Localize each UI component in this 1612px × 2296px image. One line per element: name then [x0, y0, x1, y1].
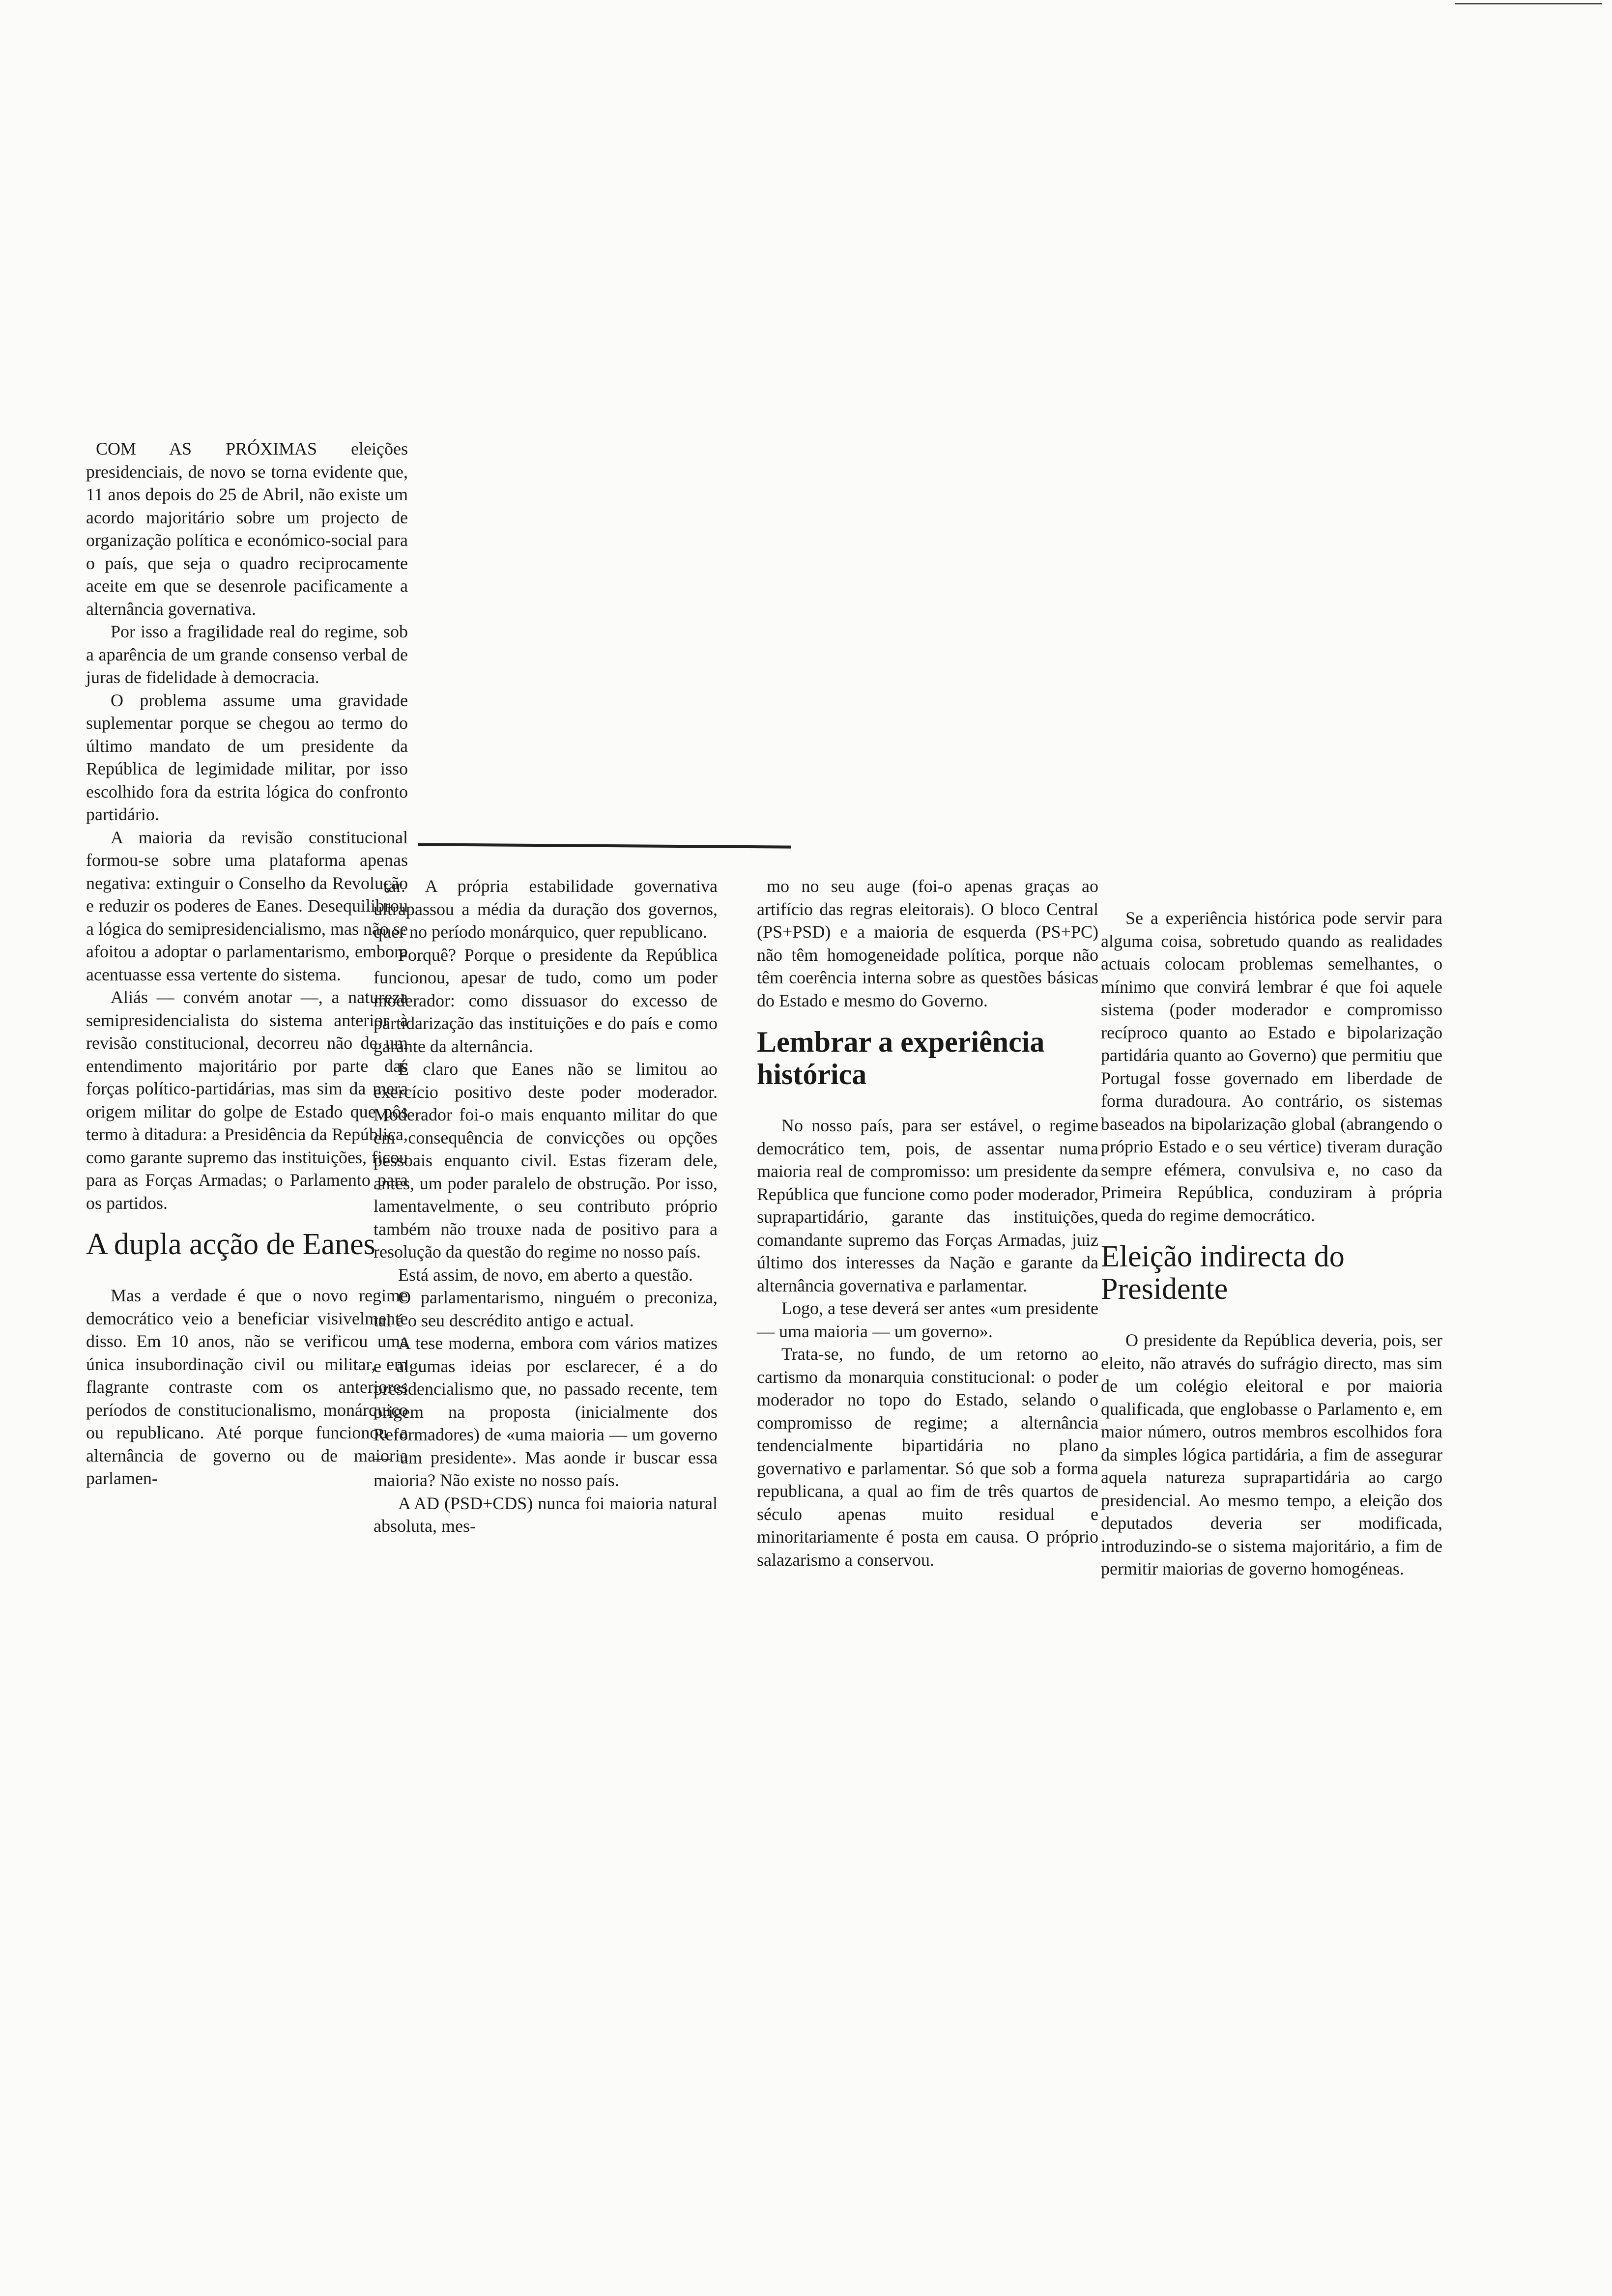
paragraph: A tese moderna, embora com vários matizes e algumas ideias por esclarecer, é a do presidencialismo que, no passado recente, tem origem na proposta (inicialmente dos Reformadores) de «uma maioria — um governo — um presidente». Mas aonde ir buscar essa maioria? Não existe no nosso país. — [374, 1333, 718, 1490]
paragraph: Logo, a tese deverá ser antes «um presidente — uma maioria — um governo». — [757, 1298, 1098, 1341]
paragraph: A maioria da revisão constitucional formou-se sobre uma plataforma apenas negativa: extinguir o Conselho da Revolução e reduzir os poderes de Eanes. Desequilibrou a lógica do semipresidencialismo, mas não se afoitou a adoptar o parlamentarismo, embora acentuasse essa vertente do sistema. — [86, 827, 408, 984]
article-column-4 — [1101, 907, 1442, 1580]
paragraph: tar. A própria estabilidade governativa ultrapassou a média da duração dos governos, quer no período monárquico, quer republicano. — [374, 876, 718, 942]
paragraph: COM AS PRÓXIMAS eleições presidenciais, de novo se torna evidente que, 11 anos depois do 25 de Abril, não existe um acordo majoritário sobre um projecto de organização política e económico-social para o país, que seja o quadro reciprocamente aceite em que se desenrole pacificamente a alternância governativa. — [86, 439, 408, 619]
paragraph: Por isso a fragilidade real do regime, sob a aparência de um grande consenso verbal de juras de fidelidade à democracia. — [86, 622, 408, 687]
paragraph: O presidente da República deveria, pois, ser eleito, não através do sufrágio directo, mas sim de um colégio eleitoral e por maioria qualificada, que englobasse o Parlamento e, em maior número, outros membros escolhidos fora da simples lógica partidária, a fim de assegurar aquela natureza suprapartidária ao cargo presidencial. Ao mesmo tempo, a eleição dos deputados deveria ser modificada, introduzindo-se o sistema majoritário, a fim de permitir maiorias de governo homogéneas. — [1101, 1330, 1442, 1578]
paragraph: Trata-se, no fundo, de um retorno ao cartismo da monarquia constitucional: o poder moderador no topo do Estado, selando o compromisso de regime; a alternância tendencialmente bipartidária no plano governativo e parlamentar. Só que sob a forma republicana, a qual ao fim de três quartos de século apenas muito residual e minoritariamente é posta em causa. O próprio salazarismo a conservou. — [757, 1344, 1098, 1570]
paragraph: mo no seu auge (foi-o apenas graças ao artifício das regras eleitorais). O bloco Central (PS+PSD) e a maioria de esquerda (PS+PC) não têm homogeneidade política, porque não têm coerência interna sobre as questões básicas do Estado e mesmo do Governo. — [757, 876, 1098, 1010]
column-divider-rule — [418, 843, 791, 848]
subheading: Eleição indirecta do Presidente — [1101, 1240, 1345, 1306]
subheading: A dupla acção de Eanes — [86, 1228, 375, 1261]
paragraph: O parlamentarismo, ninguém o preconiza, tal é o seu descrédito antigo e actual. — [374, 1288, 718, 1330]
paragraph: O problema assume uma gravidade suplementar porque se chegou ao termo do último mandato de um presidente da República de legimidade militar, por isso escolhido fora da estrita lógica do confronto partidário. — [86, 690, 408, 824]
paragraph: Aliás — convém anotar —, a natureza semipresidencialista do sistema anterior à revisão constitucional, decorreu não de um entendimento majoritário por parte das forças político-partidárias, mas sim da mera origem militar do golpe de Estado que pôs termo à ditadura: a Presidência da República, como garante supremo das instituições, ficou para as Forças Armadas; o Parlamento para os partidos. — [86, 987, 408, 1213]
paragraph: Se a experiência histórica pode servir para alguma coisa, sobretudo quando as realidades actuais colocam problemas semelhantes, o mínimo que convirá lembrar é que foi aquele sistema (poder moderador e compromisso recíproco quanto ao Estado e bipolarização partidária quanto ao Governo) que permitiu que Portugal fosse governado em liberdade de forma duradoura. Ao contrário, os sistemas baseados na bipolarização global (abrangendo o próprio Estado e o seu vértice) tiveram duração sempre efémera, convulsiva e, no caso da Primeira República, conduziram à própria queda do regime democrático. — [1101, 908, 1442, 1225]
article-column-1 — [86, 437, 408, 1490]
article-column-3 — [757, 875, 1098, 1571]
subheading: Lembrar a experiência histórica — [757, 1026, 1045, 1091]
paragraph: É claro que Eanes não se limitou ao exercício positivo deste poder moderador. Moderador foi-o mais enquanto militar do que em consequência de convicções ou opções pessoais enquanto civil. Estas fizeram dele, antes, um poder paralelo de obstrução. Por isso, lamentavelmente, o seu contributo próprio também não trouxe nada de positivo para a resolução da questão do regime no nosso país. — [374, 1059, 718, 1262]
paragraph: Está assim, de novo, em aberto a questão. — [398, 1264, 693, 1285]
paragraph: Porquê? Porque o presidente da República funcionou, apesar de tudo, como um poder moderador: como dissuasor do excesso de partidarização das instituições e do país e como garante da alternância. — [374, 945, 718, 1056]
paragraph: No nosso país, para ser estável, o regime democrático tem, pois, de assentar numa maioria real de compromisso: um presidente da República que funcione como poder moderador, suprapartidário, garante das instituições, comandante supremo das Forças Armadas, juiz último dos interesses da Nação e garante da alternância governativa e parlamentar. — [757, 1116, 1098, 1295]
article-column-2 — [374, 875, 718, 1538]
paragraph: A AD (PSD+CDS) nunca foi maioria natural absoluta, mes- — [374, 1493, 718, 1536]
top-rule — [1455, 3, 1602, 4]
paragraph: Mas a verdade é que o novo regime democrático veio a beneficiar visivelmente disso. Em 10 anos, não se verificou uma única insubordinação civil ou militar, em flagrante contraste com os anteriores períodos de constitucionalismo, monárquico ou republicano. Até porque funcionou a alternância de governo ou de maioria parlamen- — [86, 1286, 408, 1488]
